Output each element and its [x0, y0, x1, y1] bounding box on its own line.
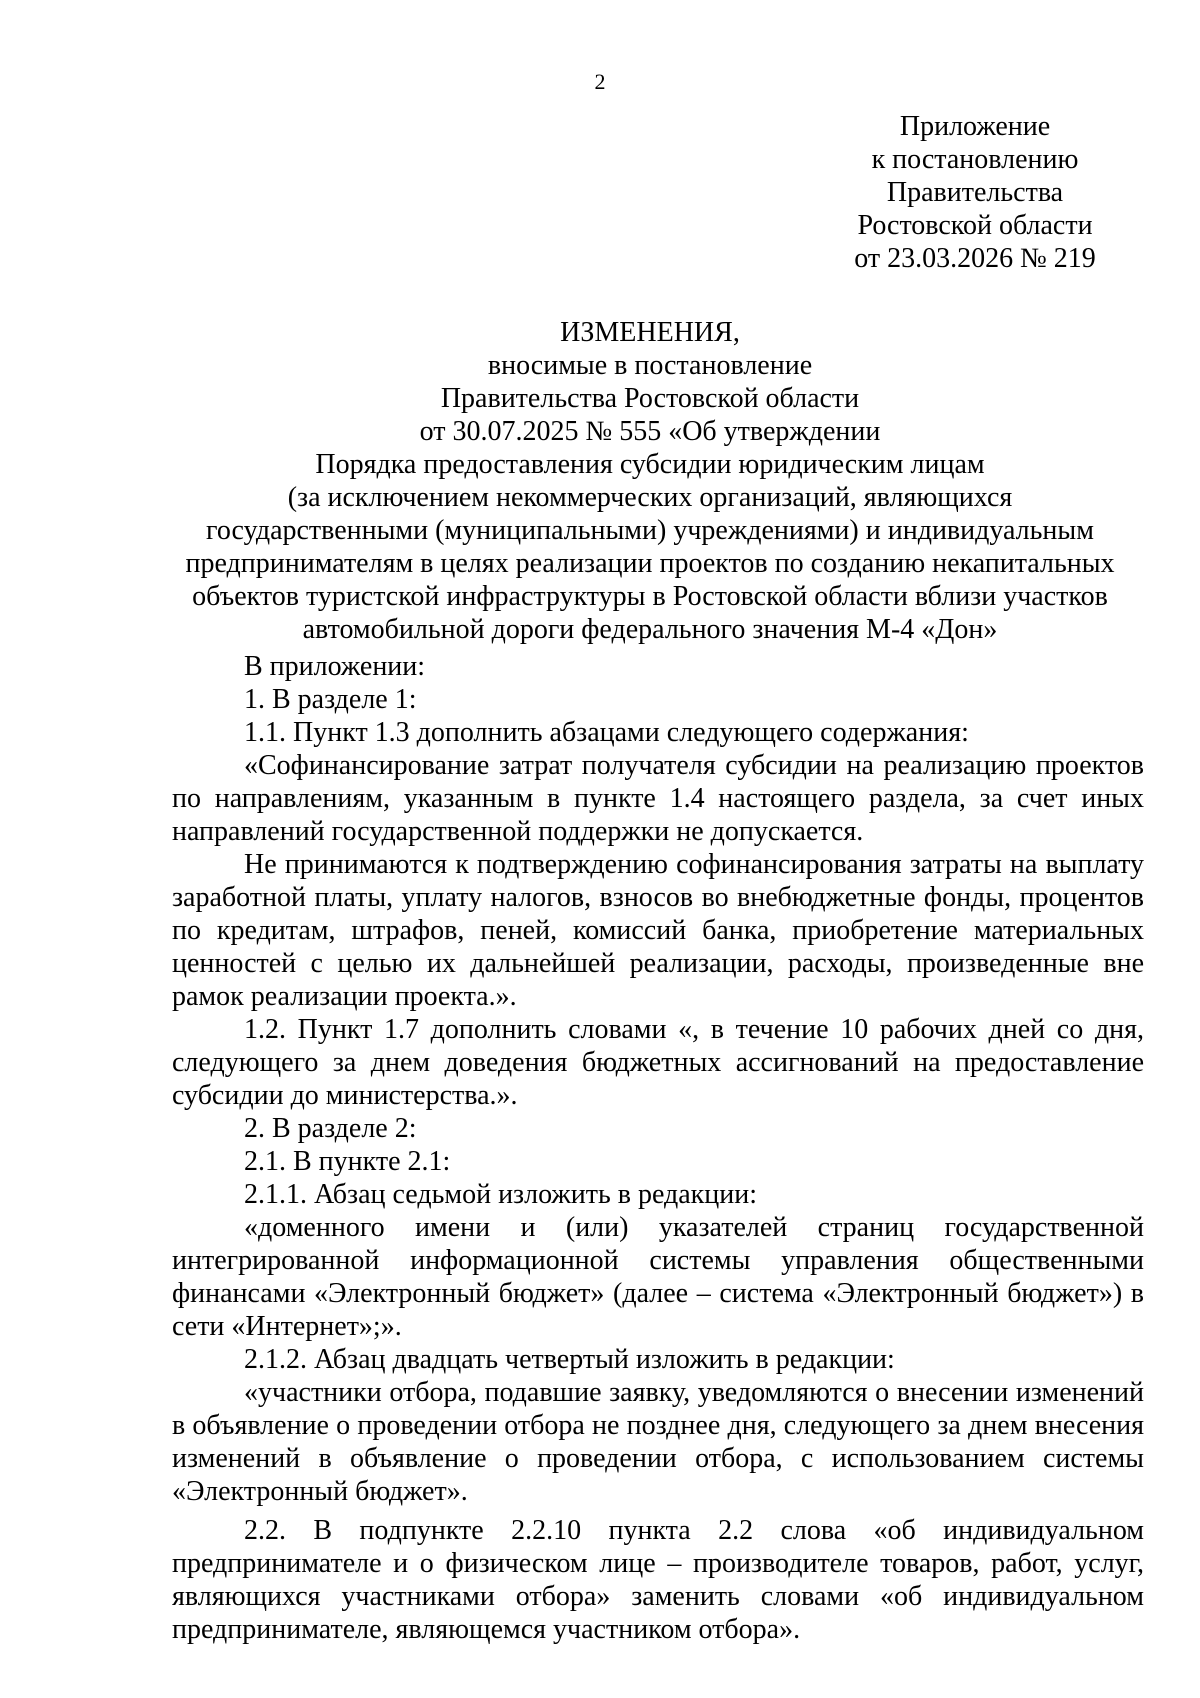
appendix-header: [840, 110, 1110, 275]
title-line: объектов туристской инфраструктуры в Ростовской области вблизи участков: [192, 581, 1108, 612]
title-line: Порядка предоставления субсидии юридическим лицам: [315, 449, 985, 480]
body-paragraph: 2.1. В пункте 2.1:: [244, 1146, 451, 1177]
title-line: от 30.07.2025 № 555 «Об утверждении: [419, 416, 881, 447]
appendix-line: к постановлению: [871, 144, 1079, 175]
document-title: [170, 316, 1130, 646]
body-paragraph: «участники отбора, подавшие заявку, уведомляются о внесении изменений в объявление о проведении отбора не позднее дня, следующего за днем внесения изменений в объявление о проведении отбора, с использованием системы «Электронный бюджет».: [172, 1377, 1144, 1507]
title-line: государственными (муниципальными) учреждениями) и индивидуальным: [206, 515, 1094, 546]
title-line: вносимые в постановление: [487, 350, 813, 381]
body-paragraph: 2. В разделе 2:: [244, 1113, 417, 1144]
appendix-line: Приложение: [899, 111, 1051, 142]
document-body: [172, 650, 1144, 1646]
body-paragraph: «Софинансирование затрат получателя субсидии на реализацию проектов по направлениям, указанным в пункте 1.4 настоящего раздела, за счет иных направлений государственной поддержки не допускается.: [172, 750, 1144, 847]
body-paragraph: 1.2. Пункт 1.7 дополнить словами «, в течение 10 рабочих дней со дня, следующего за днем доведения бюджетных ассигнований на предоставление субсидии до министерства.».: [172, 1014, 1144, 1111]
page-number: 2: [594, 69, 606, 94]
title-line: (за исключением некоммерческих организаций, являющихся: [287, 482, 1013, 513]
body-paragraph: 2.1.1. Абзац седьмой изложить в редакции:: [244, 1179, 758, 1210]
appendix-line: Правительства: [886, 177, 1064, 208]
body-paragraph: Не принимаются к подтверждению софинансирования затраты на выплату заработной платы, уплату налогов, взносов во внебюджетные фонды, процентов по кредитам, штрафов, пеней, комиссий банка, приобретение материальных ценностей с целью их дальнейшей реализации, расходы, произведенные вне рамок реализации проекта.».: [172, 849, 1144, 1012]
title-heading: ИЗМЕНЕНИЯ,: [560, 317, 740, 348]
appendix-line: от 23.03.2026 № 219: [854, 243, 1096, 274]
title-line: Правительства Ростовской области: [440, 383, 860, 414]
body-paragraph: 2.1.2. Абзац двадцать четвертый изложить в редакции:: [244, 1344, 895, 1375]
title-line: автомобильной дороги федерального значения М-4 «Дон»: [302, 614, 998, 645]
body-paragraph: 1. В разделе 1:: [244, 684, 417, 715]
body-paragraph: 2.2. В подпункте 2.2.10 пункта 2.2 слова «об индивидуальном предпринимателе и о физическом лице – производителе товаров, работ, услуг, являющихся участниками отбора» заменить словами «об индивидуальном предпринимателе, являющемся участником отбора».: [172, 1515, 1144, 1645]
body-paragraph: 1.1. Пункт 1.3 дополнить абзацами следующего содержания:: [244, 717, 969, 748]
title-line: предпринимателям в целях реализации проектов по созданию некапитальных: [185, 548, 1115, 579]
body-paragraph: «доменного имени и (или) указателей страниц государственной интегрированной информационной системы управления общественными финансами «Электронный бюджет» (далее – система «Электронный бюджет») в сети «Интернет»;».: [172, 1212, 1144, 1342]
body-paragraph: В приложении:: [244, 651, 426, 682]
appendix-line: Ростовской области: [857, 210, 1093, 241]
